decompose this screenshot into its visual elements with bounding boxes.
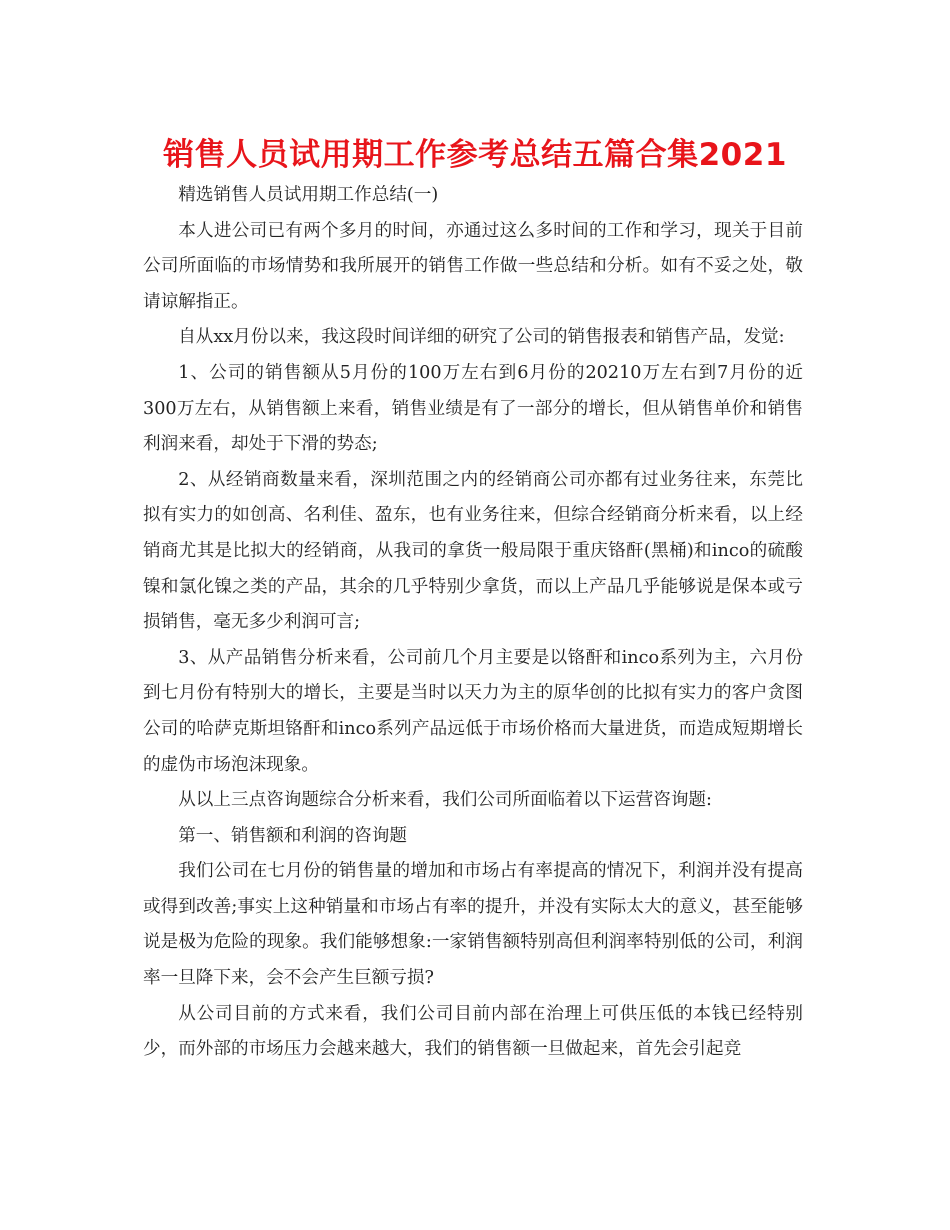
paragraph: 从公司目前的方式来看，我们公司目前内部在治理上可供压低的本钱已经特别少，而外部的市场压力会越来越大，我们的销售额一旦做起来，首先会引起竞 — [143, 1003, 803, 1060]
paragraph: 我们公司在七月份的销售量的增加和市场占有率提高的情况下，利润并没有提高或得到改善;事实上这种销量和市场占有率的提升，并没有实际太大的意义，甚至能够说是极为危险的现象。我们能够想象:一家销售额特别高但利润率特别低的公司，利润率一旦降下来，会不会产生巨额亏损? — [143, 861, 803, 989]
section-heading: 第一、销售额和利润的咨询题 — [178, 825, 407, 846]
list-item: 1、公司的销售额从5月份的100万左右到6月份的20210万左右到7月份的近300万左右，从销售额上来看，销售业绩是有了一部分的增长，但从销售单价和销售利润来看，却处于下滑的势态; — [143, 362, 803, 455]
section-heading: 精选销售人员试用期工作总结(一) — [178, 185, 439, 205]
document-body — [143, 178, 803, 1068]
paragraph: 自从xx月份以来，我这段时间详细的研究了公司的销售报表和销售产品，发觉: — [178, 327, 785, 348]
paragraph: 本人进公司已有两个多月的时间，亦通过这么多时间的工作和学习，现关于目前公司所面临的市场情势和我所展开的销售工作做一些总结和分析。如有不妥之处，敬请谅解指正。 — [143, 220, 803, 312]
list-item: 3、从产品销售分析来看，公司前几个月主要是以铬酐和inco系列为主，六月份到七月份有特别大的增长，主要是当时以天力为主的原华创的比拟有实力的客户贪图公司的哈萨克斯坦铬酐和inco系列产品远低于市场价格而大量进货，而造成短期增长的虚伪市场泡沫现象。 — [143, 647, 803, 775]
list-item: 2、从经销商数量来看，深圳范围之内的经销商公司亦都有过业务往来，东莞比拟有实力的如创高、名利佳、盈东，也有业务往来，但综合经销商分析来看，以上经销商尤其是比拟大的经销商，从我司的拿货一般局限于重庆铬酐(黑桶)和inco的硫酸镍和氯化镍之类的产品，其余的几乎特别少拿货，而以上产品几乎能够说是保本或亏损销售，毫无多少利润可言; — [143, 469, 803, 633]
document-title: 销售人员试用期工作参考总结五篇合集2021 — [163, 137, 787, 173]
paragraph: 从以上三点咨询题综合分析来看，我们公司所面临着以下运营咨询题: — [178, 790, 712, 811]
